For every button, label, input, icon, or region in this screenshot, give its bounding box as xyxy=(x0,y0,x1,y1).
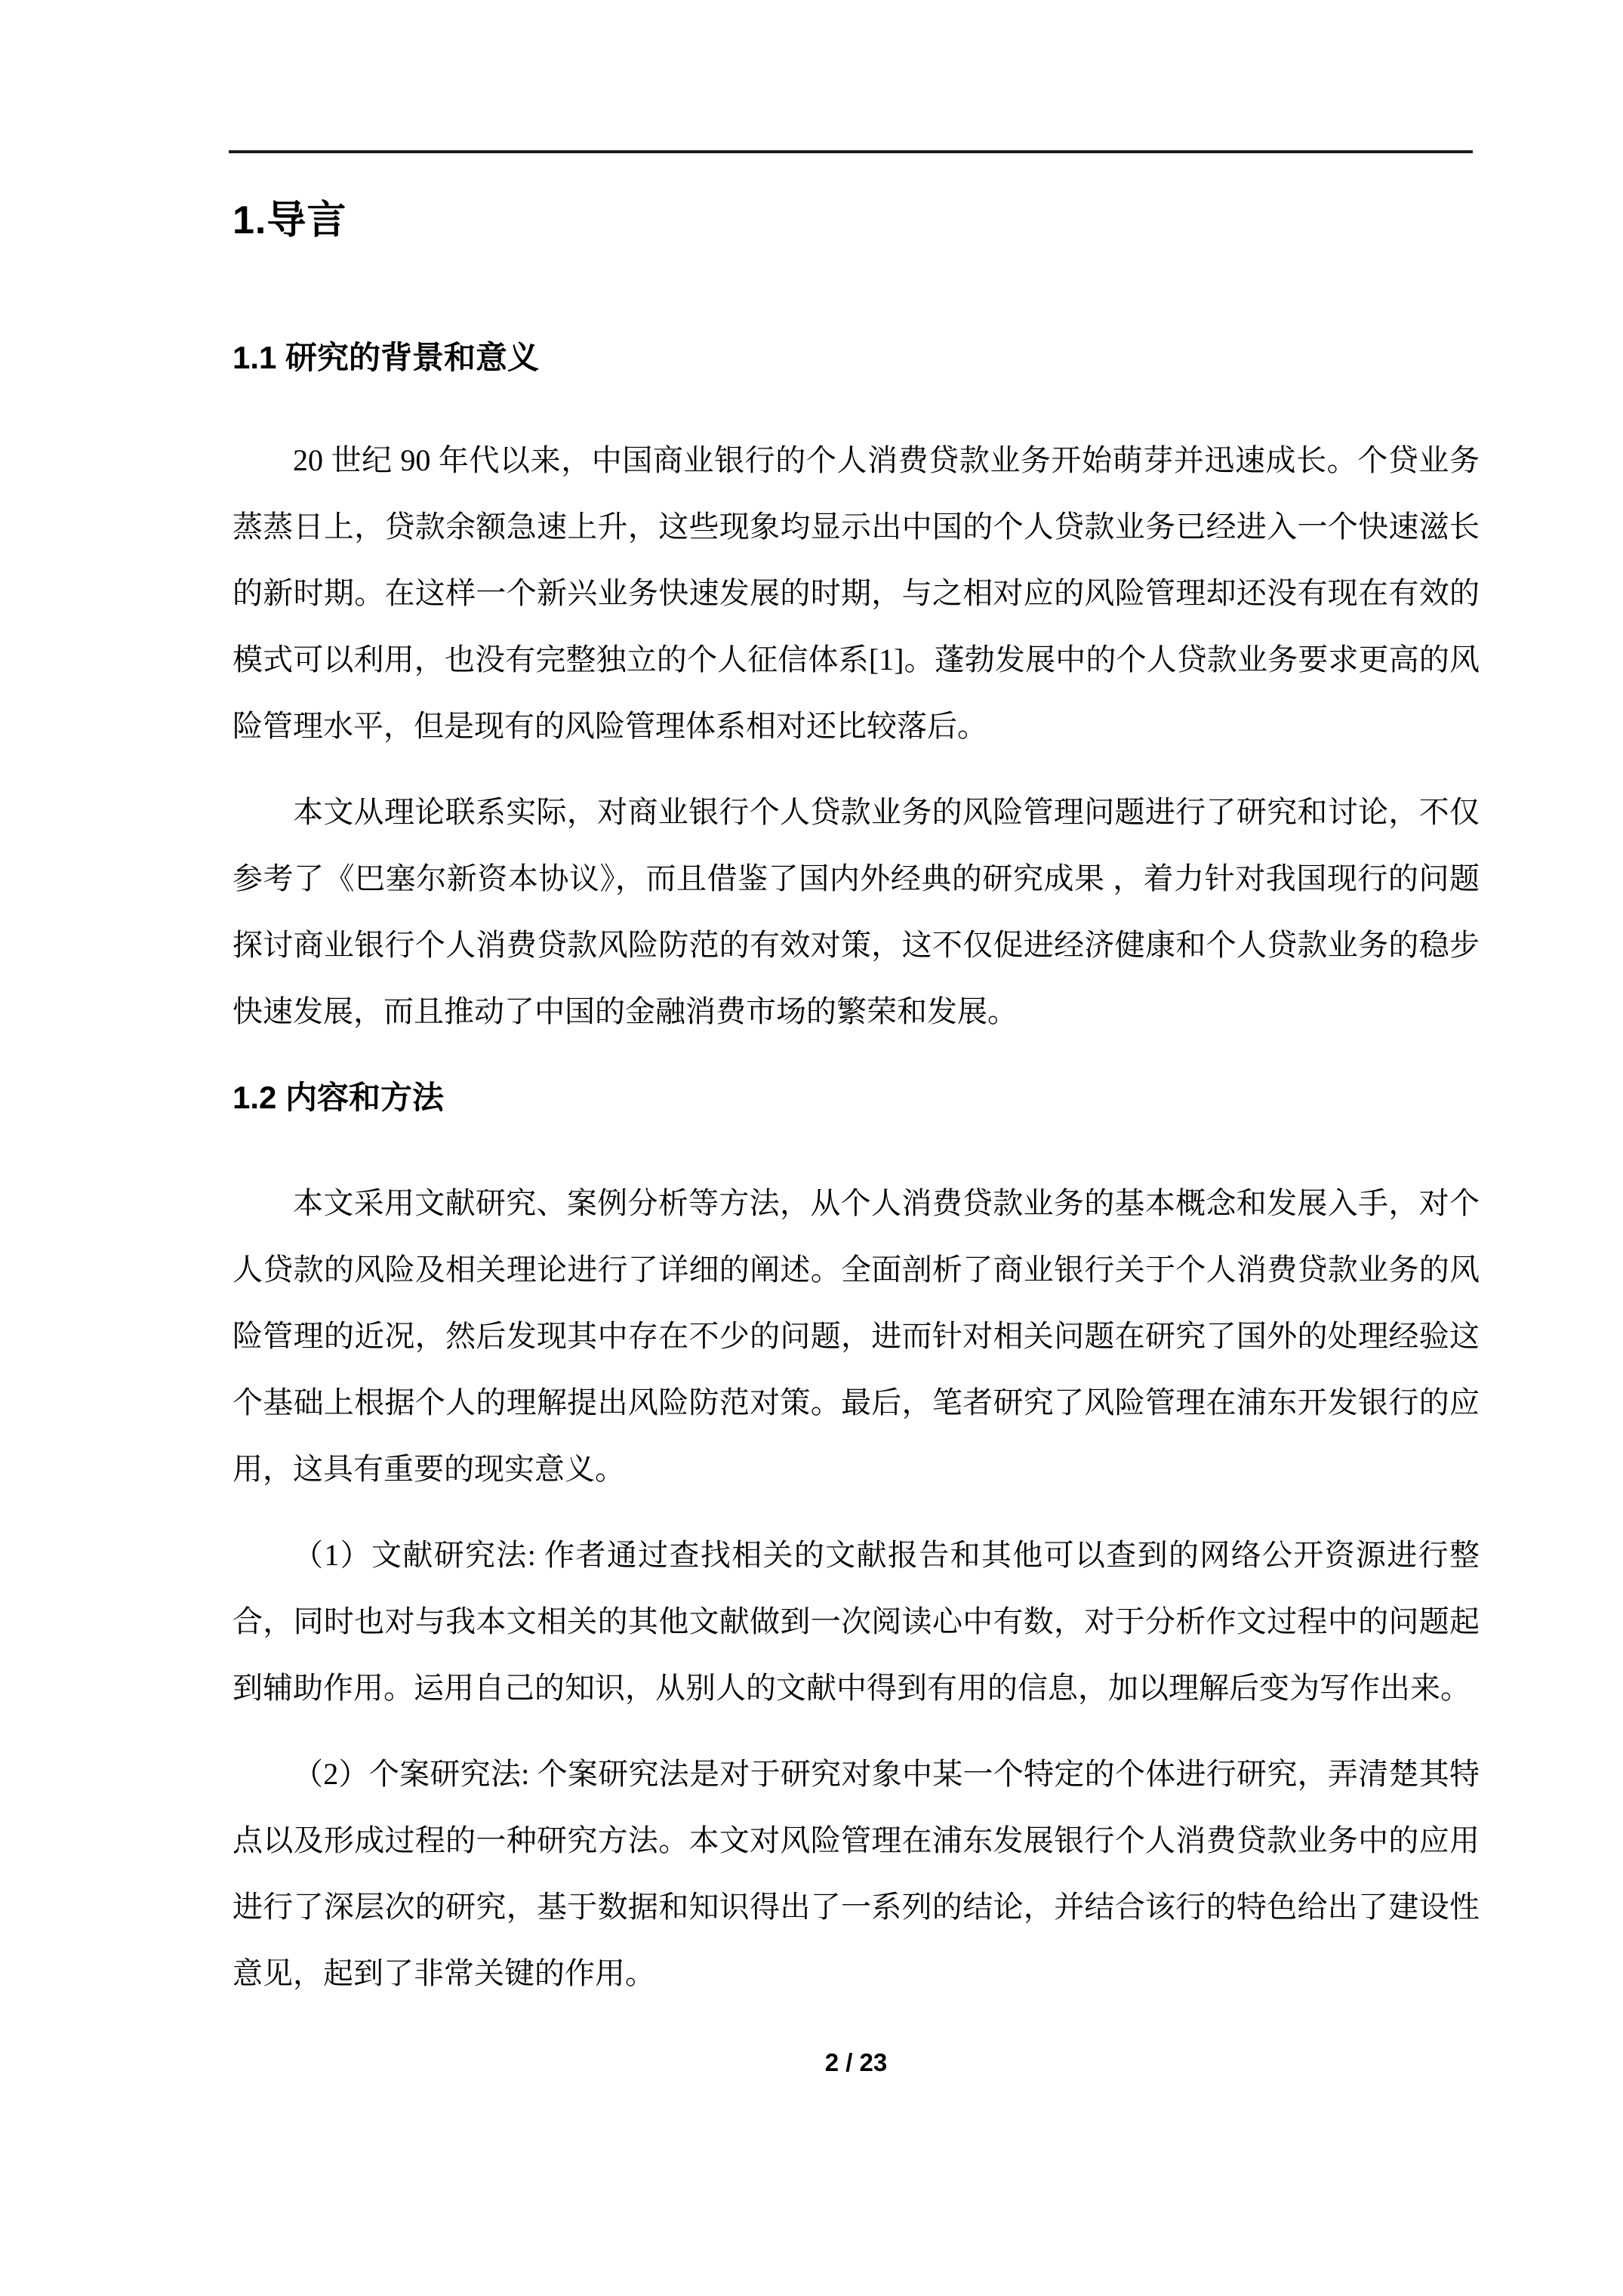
page-number: 2 / 23 xyxy=(824,2048,888,2076)
section-heading: 1.1 研究的背景和意义 xyxy=(233,340,540,375)
section-heading: 1.2 内容和方法 xyxy=(233,1080,445,1115)
chapter-title: 1.导言 xyxy=(233,199,347,242)
header-divider-rule xyxy=(229,150,1473,153)
section-content-methods xyxy=(233,1078,1480,2007)
paragraph: 本文采用文献研究、案例分析等方法，从个人消费贷款业务的基本概念和发展入手，对个人贷款的风险及相关理论进行了详细的阐述。全面剖析了商业银行关于个人消费贷款业务的风险管理的近况，然后发现其中存在不少的问题，进而针对相关问题在研究了国外的处理经验这个基础上根据个人的理解提出风险防范对策。最后，笔者研究了风险管理在浦东开发银行的应用，这具有重要的现实意义。 xyxy=(233,1186,1480,1486)
paragraph: （2）个案研究法: 个案研究法是对于研究对象中某一个特定的个体进行研究，弄清楚其特点以及形成过程的一种研究方法。本文对风险管理在浦东发展银行个人消费贷款业务中的应用进行了深层次的研究，基于数据和知识得出了一系列的结论，并结合该行的特色给出了建设性意见，起到了非常关键的作用。 xyxy=(233,1757,1480,1990)
paragraph: 20 世纪 90 年代以来，中国商业银行的个人消费贷款业务开始萌芽并迅速成长。个贷业务蒸蒸日上，贷款余额急速上升，这些现象均显示出中国的个人贷款业务已经进入一个快速滋长的新时期。在这样一个新兴业务快速发展的时期，与之相对应的风险管理却还没有现在有效的模式可以利用，也没有完整独立的个人征信体系[1]。蓬勃发展中的个人贷款业务要求更高的风险管理水平，但是现有的风险管理体系相对还比较落后。 xyxy=(233,443,1480,743)
paragraph: （1）文献研究法: 作者通过查找相关的文献报告和其他可以查到的网络公开资源进行整合，同时也对与我本文相关的其他文献做到一次阅读心中有数，对于分析作文过程中的问题起到辅助作用。运用自己的知识，从别人的文献中得到有用的信息，加以理解后变为写作出来。 xyxy=(233,1538,1480,1705)
paragraph: 本文从理论联系实际，对商业银行个人贷款业务的风险管理问题进行了研究和讨论，不仅参考了《巴塞尔新资本协议》，而且借鉴了国内外经典的研究成果 ，着力针对我国现行的问题探讨商业银行个人消费贷款风险防范的有效对策，这不仅促进经济健康和个人贷款业务的稳步快速发展，而且推动了中国的金融消费市场的繁荣和发展。 xyxy=(233,795,1480,1028)
section-background-significance xyxy=(233,338,1480,1045)
